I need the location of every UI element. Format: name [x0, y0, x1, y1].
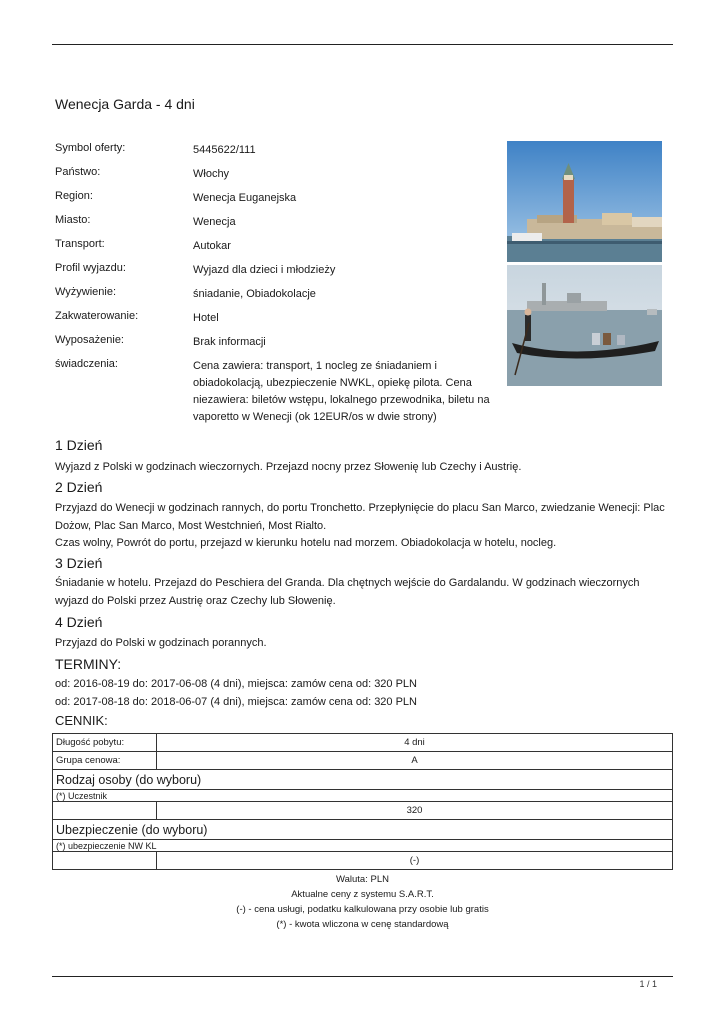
info-key: świadczenia: — [55, 358, 118, 370]
info-key: Miasto: — [55, 214, 91, 226]
day-4-text: Przyjazd do Polski w godzinach porannych. — [55, 637, 267, 649]
info-row — [55, 212, 495, 236]
table-row — [53, 790, 673, 802]
info-row — [55, 308, 495, 332]
info-row — [55, 332, 495, 356]
table-row — [53, 770, 673, 790]
dash-note: (-) - cena usługi, podatku kalkulowana przy osobie lub gratis — [236, 904, 489, 915]
source-note: Aktualne ceny z systemu S.A.R.T. — [291, 889, 434, 900]
day-2-text: Przyjazd do Wenecji w godzinach rannych, do portu Tronchetto. Przepłynięcie do placu San Marco, zwiedzanie Wenecji: Plac Dożow, Plac San Marco, Most Westchnień, Most Rialto. — [55, 502, 665, 532]
info-row — [55, 260, 495, 284]
info-row — [55, 140, 495, 164]
table-row — [53, 802, 673, 820]
insurance-section: Ubezpieczenie (do wyboru) — [53, 820, 673, 840]
info-key: Profil wyjazdu: — [55, 262, 126, 274]
info-row — [55, 356, 495, 428]
info-key: Zakwaterowanie: — [55, 310, 139, 322]
group-value: A — [157, 752, 673, 770]
term-line: od: 2016-08-19 do: 2017-06-08 (4 dni), miejsca: zamów cena od: 320 PLN — [55, 678, 417, 690]
bottom-divider — [52, 976, 673, 977]
info-value: Włochy — [193, 168, 230, 180]
venice-gondola-photo — [507, 265, 662, 386]
day-1-text: Wyjazd z Polski w godzinach wieczornych. Przejazd nocny przez Słowenię lub Czechy i Austrię. — [55, 461, 522, 473]
info-value: Wenecja Euganejska — [193, 192, 297, 204]
day-3-text: Śniadanie w hotelu. Przejazd do Peschiera del Granda. Dla chętnych wejście do Gardalandu. W godzinach wieczornych wyjazd do Polski przez Austrię oraz Czechy lub Słowenię. — [55, 577, 640, 607]
info-value: Brak informacji — [193, 336, 266, 348]
terminy-heading: TERMINY: — [55, 656, 122, 672]
info-key: Wyposażenie: — [55, 334, 124, 346]
term-line: od: 2017-08-18 do: 2018-06-07 (4 dni), miejsca: zamów cena od: 320 PLN — [55, 696, 417, 708]
price-notes — [52, 872, 673, 932]
table-row — [53, 752, 673, 770]
top-divider — [52, 44, 673, 45]
empty-cell — [53, 852, 157, 870]
info-value: 5445622/111 — [193, 144, 256, 156]
info-row — [55, 236, 495, 260]
info-value: śniadanie, Obiadokolacje — [193, 288, 316, 300]
table-row — [53, 734, 673, 752]
day-1-heading: 1 Dzień — [55, 437, 103, 453]
currency-note: Waluta: PLN — [336, 874, 389, 885]
page-title: Wenecja Garda - 4 dni — [55, 96, 195, 112]
insurance-price: (-) — [157, 852, 673, 870]
person-type-section: Rodzaj osoby (do wyboru) — [53, 770, 673, 790]
participant-price: 320 — [157, 802, 673, 820]
group-label: Grupa cenowa: — [53, 752, 157, 770]
cennik-heading: CENNIK: — [55, 713, 108, 728]
info-value: Autokar — [193, 240, 231, 252]
stay-label: Długość pobytu: — [53, 734, 157, 752]
empty-cell — [53, 802, 157, 820]
info-key: Region: — [55, 190, 93, 202]
table-row — [53, 820, 673, 840]
table-row — [53, 852, 673, 870]
info-row — [55, 164, 495, 188]
insurance-label: (*) ubezpieczenie NW KL — [53, 840, 673, 852]
info-key: Państwo: — [55, 166, 101, 178]
info-key: Transport: — [55, 238, 105, 250]
venice-campanile-photo — [507, 141, 662, 262]
info-value: Wenecja — [193, 216, 236, 228]
page-number: 1 / 1 — [639, 979, 657, 989]
info-row — [55, 188, 495, 212]
info-value: Cena zawiera: transport, 1 nocleg ze śniadaniem i obiadokolacją, ubezpieczenie NWKL, opiekę pilota. Cena niezawiera: biletów wstępu, lokalnego przewodnika, biletu na vaporetto w Wenecji (ok 12EUR/os w dwie strony) — [193, 360, 490, 423]
asterisk-note: (*) - kwota wliczona w cenę standardową — [276, 919, 449, 930]
participant-label: (*) Uczestnik — [53, 790, 673, 802]
day-2-heading: 2 Dzień — [55, 479, 103, 495]
info-key: Wyżywienie: — [55, 286, 117, 298]
day-2-text-continued: Czas wolny, Powrót do portu, przejazd w kierunku hotelu nad morzem. Obiadokolacja w hotelu, nocleg. — [55, 537, 557, 549]
info-key: Symbol oferty: — [55, 142, 126, 154]
offer-info-table — [55, 140, 495, 428]
info-value: Wyjazd dla dzieci i młodzieży — [193, 264, 336, 276]
day-3-heading: 3 Dzień — [55, 555, 103, 571]
info-row — [55, 284, 495, 308]
table-row — [53, 840, 673, 852]
stay-value: 4 dni — [157, 734, 673, 752]
day-4-heading: 4 Dzień — [55, 614, 103, 630]
info-value: Hotel — [193, 312, 219, 324]
price-table — [52, 733, 673, 870]
